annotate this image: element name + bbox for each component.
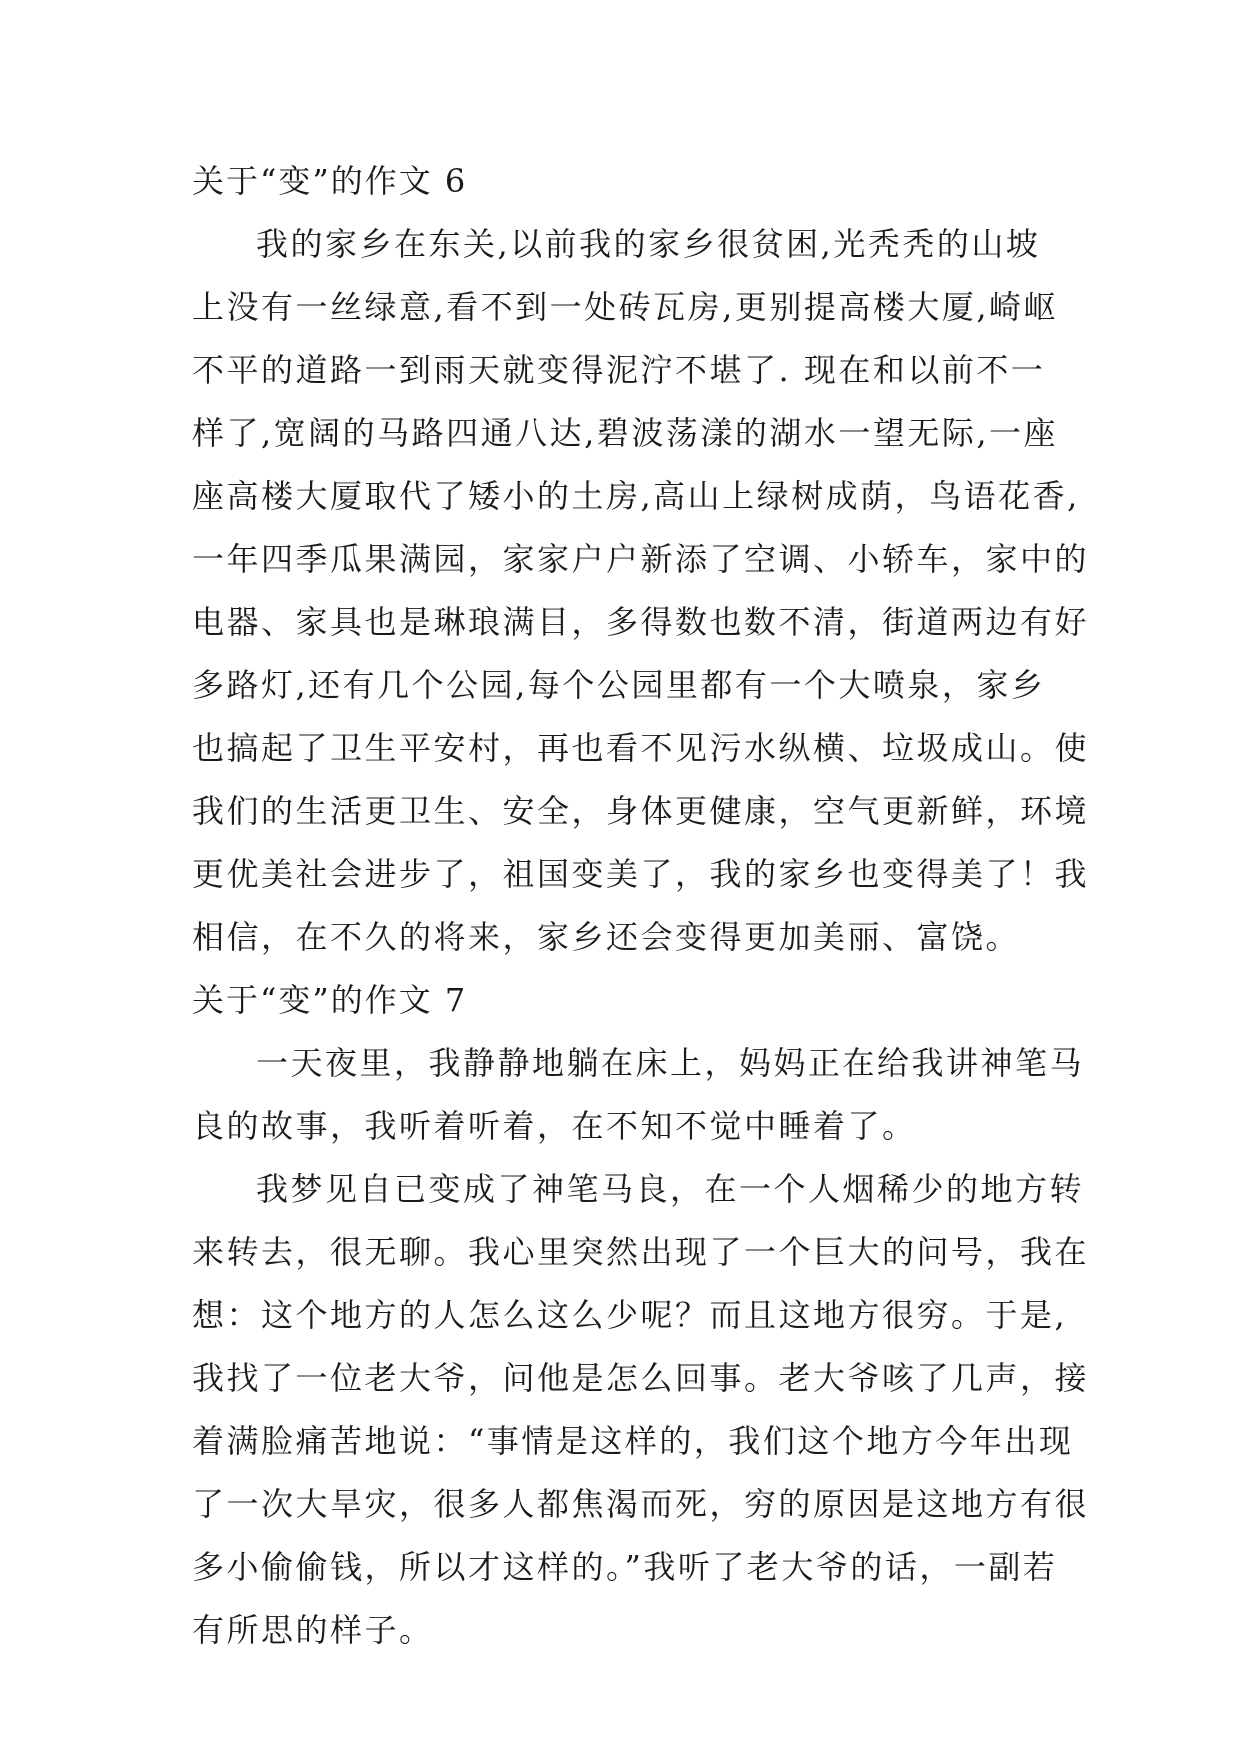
section-6-line-3: 不平的道路一到雨天就变得泥泞不堪了. 现在和以前不一 <box>192 351 1046 389</box>
section-7-para-2-line-2: 来转去，很无聊。我心里突然出现了一个巨大的问号，我在 <box>192 1233 1090 1271</box>
section-7-para-2-line-6: 了一次大旱灾，很多人都焦渴而死，穷的原因是这地方有很 <box>192 1485 1090 1523</box>
section-6-line-5: 座高楼大厦取代了矮小的土房,高山上绿树成荫，鸟语花香, <box>192 477 1080 515</box>
section-7-para-1-line-2: 良的故事，我听着听着，在不知不觉中睡着了。 <box>192 1107 917 1145</box>
section-6-line-7: 电器、家具也是琳琅满目，多得数也数不清，街道两边有好 <box>192 603 1090 641</box>
section-6-line-6: 一年四季瓜果满园，家家户户新添了空调、小轿车，家中的 <box>192 540 1090 578</box>
section-7-para-2-line-3: 想：这个地方的人怎么这么少呢？而且这地方很穷。于是, <box>192 1296 1068 1334</box>
section-6-title: 关于“变”的作文 6 <box>192 162 468 200</box>
section-6-line-4: 样了,宽阔的马路四通八达,碧波荡漾的湖水一望无际,一座 <box>192 414 1059 452</box>
section-7-para-2-line-1: 我梦见自已变成了神笔马良，在一个人烟稀少的地方转 <box>256 1170 1085 1208</box>
section-7-para-2-line-4: 我找了一位老大爷，问他是怎么回事。老大爷咳了几声，接 <box>192 1359 1090 1397</box>
section-7-para-1-line-1: 一天夜里，我静静地躺在床上，妈妈正在给我讲神笔马 <box>256 1044 1085 1082</box>
section-6-line-10: 我们的生活更卫生、安全，身体更健康，空气更新鲜，环境 <box>192 792 1090 830</box>
section-7-para-2-line-8: 有所思的样子。 <box>192 1611 434 1649</box>
section-6-line-1: 我的家乡在东关,以前我的家乡很贫困,光秃秃的山坡 <box>256 225 1041 263</box>
section-7-title: 关于“变”的作文 7 <box>192 981 468 1019</box>
section-6-line-11: 更优美社会进步了，祖国变美了，我的家乡也变得美了！我 <box>192 855 1090 893</box>
section-7-para-2-line-5: 着满脸痛苦地说：“事情是这样的，我们这个地方今年出现 <box>192 1422 1074 1460</box>
document-page <box>192 150 1090 1662</box>
section-6-line-9: 也搞起了卫生平安村，再也看不见污水纵横、垃圾成山。使 <box>192 729 1090 767</box>
section-6-line-2: 上没有一丝绿意,看不到一处砖瓦房,更别提高楼大厦,崎岖 <box>192 288 1059 326</box>
section-6-line-8: 多路灯,还有几个公园,每个公园里都有一个大喷泉，家乡 <box>192 666 1046 704</box>
section-6-line-12: 相信，在不久的将来，家乡还会变得更加美丽、富饶。 <box>192 918 1021 956</box>
section-7-para-2-line-7: 多小偷偷钱，所以才这样的。”我听了老大爷的话，一副若 <box>192 1548 1058 1586</box>
